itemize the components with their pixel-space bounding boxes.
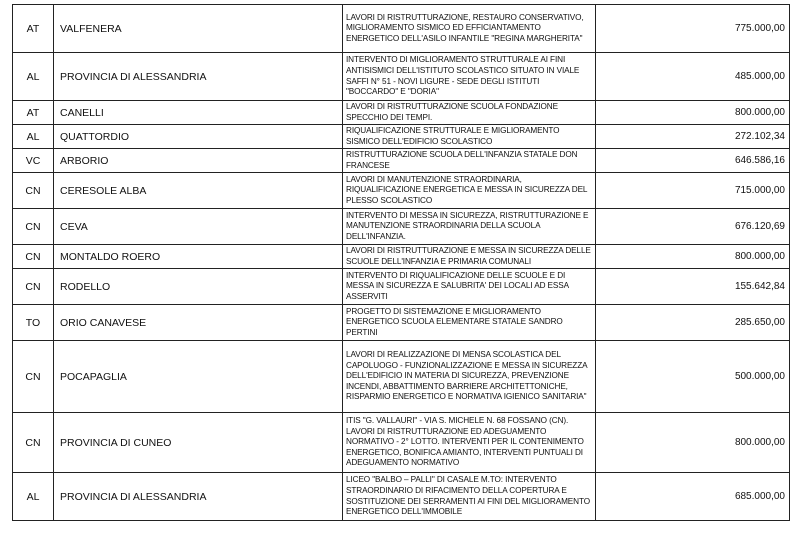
province-cell: AL <box>13 125 54 149</box>
description-cell <box>343 149 596 173</box>
description-text: LAVORI DI RISTRUTTURAZIONE SCUOLA FONDAZIONE SPECCHIO DEI TEMPI. <box>346 101 558 122</box>
table-row <box>13 125 790 149</box>
table-row <box>13 269 790 305</box>
entity-cell: RODELLO <box>54 269 343 305</box>
description-text: LAVORI DI MANUTENZIONE STRAORDINARIA, RIQUALIFICAZIONE ENERGETICA E MESSA IN SICUREZZA DEL PLESSO SCOLASTICO <box>346 174 588 205</box>
amount-cell: 272.102,34 <box>596 125 790 149</box>
description-cell <box>343 5 596 53</box>
province-cell: CN <box>13 245 54 269</box>
description-cell <box>343 413 596 473</box>
description-cell <box>343 305 596 341</box>
entity-cell: ARBORIO <box>54 149 343 173</box>
amount-cell: 685.000,00 <box>596 473 790 521</box>
amount-cell: 676.120,69 <box>596 209 790 245</box>
amount-cell: 155.642,84 <box>596 269 790 305</box>
description-cell <box>343 173 596 209</box>
description-text: INTERVENTO DI RIQUALIFICAZIONE DELLE SCUOLE E DI MESSA IN SICUREZZA E SALUBRITA' DEI LOCALI AD ESSA ASSERVITI <box>346 270 569 301</box>
description-text: PROGETTO DI SISTEMAZIONE E MIGLIORAMENTO ENERGETICO SCUOLA ELEMENTARE STATALE SANDRO PERTINI <box>346 306 563 337</box>
description-cell <box>343 269 596 305</box>
description-text: LAVORI DI RISTRUTTURAZIONE E MESSA IN SICUREZZA DELLE SCUOLE DELL'INFANZIA E PRIMARIA COMUNALI <box>346 245 591 266</box>
description-cell <box>343 209 596 245</box>
province-cell: CN <box>13 269 54 305</box>
province-cell: CN <box>13 209 54 245</box>
province-cell: AT <box>13 101 54 125</box>
description-text: ITIS "G. VALLAURI" - VIA S. MICHELE N. 68 FOSSANO (CN). LAVORI DI RISTRUTTURAZIONE ED ADEGUAMENTO NORMATIVO - 2° LOTTO. INTERVENTI PER IL CONTENIMENTO ENERGETICO, BONIFICA AMIANTO, INTERVENTI PUNTUALI DI ADEGUAMENTO NORMATIVO <box>346 416 584 468</box>
province-cell: TO <box>13 305 54 341</box>
entity-cell: POCAPAGLIA <box>54 341 343 413</box>
amount-cell: 800.000,00 <box>596 245 790 269</box>
province-cell: CN <box>13 413 54 473</box>
table-row <box>13 101 790 125</box>
entity-cell: CEVA <box>54 209 343 245</box>
entity-cell: PROVINCIA DI CUNEO <box>54 413 343 473</box>
description-cell <box>343 125 596 149</box>
description-text: INTERVENTO DI MESSA IN SICUREZZA, RISTRUTTURAZIONE E MANUTENZIONE STRAORDINARIA DELLA SCUOLA DELL'INFANZIA. <box>346 210 589 241</box>
entity-cell: PROVINCIA DI ALESSANDRIA <box>54 53 343 101</box>
table-row <box>13 5 790 53</box>
province-cell: AL <box>13 473 54 521</box>
funding-table <box>12 4 790 521</box>
description-text: LAVORI DI RISTRUTTURAZIONE, RESTAURO CONSERVATIVO, MIGLIORAMENTO SISMICO ED EFFICIANTAMENTO ENERGETICO DELL'ASILO INFANTILE "REGINA MARGHERITA" <box>346 12 584 43</box>
amount-cell: 775.000,00 <box>596 5 790 53</box>
table-row <box>13 473 790 521</box>
table-row <box>13 305 790 341</box>
province-cell: CN <box>13 341 54 413</box>
amount-cell: 715.000,00 <box>596 173 790 209</box>
description-text: RISTRUTTURAZIONE SCUOLA DELL'INFANZIA STATALE DON FRANCESE <box>346 149 578 170</box>
province-cell: CN <box>13 173 54 209</box>
table-row <box>13 149 790 173</box>
amount-cell: 800.000,00 <box>596 413 790 473</box>
province-cell: AT <box>13 5 54 53</box>
description-text: INTERVENTO DI MIGLIORAMENTO STRUTTURALE AI FINI ANTISISMICI DELL'ISTITUTO SCOLASTICO SITUATO IN VIALE SAFFI N° 51 - NOVI LIGURE - SEDE DEGLI ISTITUTI "BOCCARDO" E "DORIA" <box>346 55 580 97</box>
entity-cell: CANELLI <box>54 101 343 125</box>
description-text: LICEO "BALBO – PALLI" DI CASALE M.TO: INTERVENTO STRAORDINARIO DI RIFACIMENTO DELLA COPERTURA E SOSTITUZIONE DEI SERRAMENTI AI FINI DEL MIGLIORAMENTO ENERGETICO DELL'IMMOBILE <box>346 475 590 517</box>
description-text: LAVORI DI REALIZZAZIONE DI MENSA SCOLASTICA DEL CAPOLUOGO - FUNZIONALIZZAZIONE E MESSA IN SICUREZZA DELL'EDIFICIO IN MATERIA DI SICUREZZA, PREVENZIONE INCENDI, ABBATTIMENTO BARRIERE ARCHITETTONICHE, RISPARMIO ENERGETICO E NORMATIVA IGIENICO SANITARIA" <box>346 350 588 402</box>
entity-cell: VALFENERA <box>54 5 343 53</box>
table-row <box>13 413 790 473</box>
table-row <box>13 173 790 209</box>
description-cell <box>343 53 596 101</box>
description-cell <box>343 101 596 125</box>
amount-cell: 485.000,00 <box>596 53 790 101</box>
province-cell: AL <box>13 53 54 101</box>
table-row <box>13 209 790 245</box>
entity-cell: MONTALDO ROERO <box>54 245 343 269</box>
table-row <box>13 53 790 101</box>
description-text: RIQUALIFICAZIONE STRUTTURALE E MIGLIORAMENTO SISMICO DELL'EDIFICIO SCOLASTICO <box>346 125 560 146</box>
province-cell: VC <box>13 149 54 173</box>
amount-cell: 285.650,00 <box>596 305 790 341</box>
entity-cell: ORIO CANAVESE <box>54 305 343 341</box>
entity-cell: QUATTORDIO <box>54 125 343 149</box>
amount-cell: 646.586,16 <box>596 149 790 173</box>
amount-cell: 500.000,00 <box>596 341 790 413</box>
description-cell <box>343 473 596 521</box>
description-cell <box>343 245 596 269</box>
entity-cell: CERESOLE ALBA <box>54 173 343 209</box>
description-cell <box>343 341 596 413</box>
entity-cell: PROVINCIA DI ALESSANDRIA <box>54 473 343 521</box>
amount-cell: 800.000,00 <box>596 101 790 125</box>
table-row <box>13 341 790 413</box>
table-row <box>13 245 790 269</box>
